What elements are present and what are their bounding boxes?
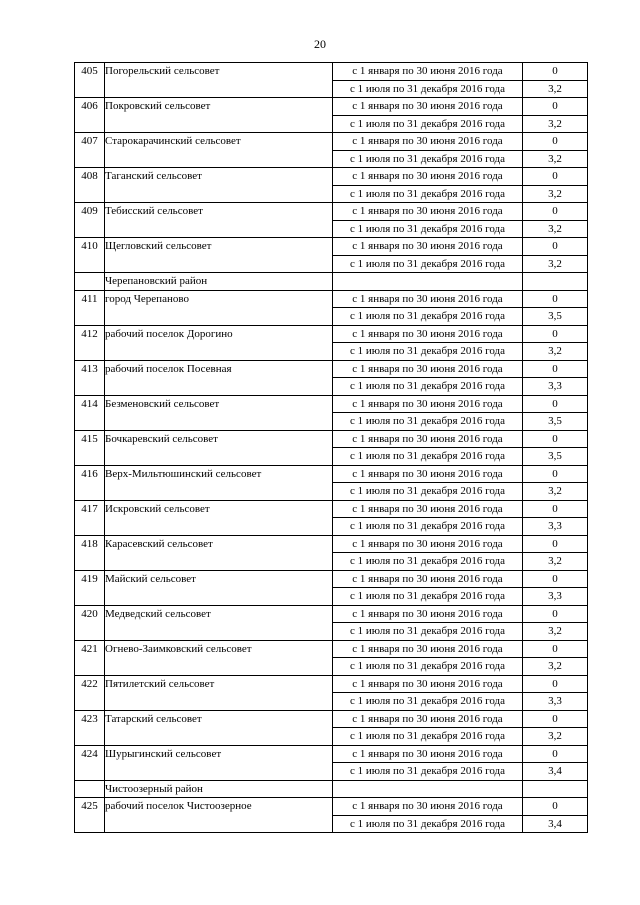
table-row [75, 63, 588, 81]
row-number: 424 [75, 745, 105, 780]
settlement-name: рабочий поселок Дорогино [105, 325, 333, 360]
period-second-half: с 1 июля по 31 декабря 2016 года [333, 553, 523, 571]
table-row [75, 570, 588, 588]
period-first-half: с 1 января по 30 июня 2016 года [333, 465, 523, 483]
period-first-half: с 1 января по 30 июня 2016 года [333, 430, 523, 448]
period-first-half: с 1 января по 30 июня 2016 года [333, 238, 523, 256]
period-second-half: с 1 июля по 31 декабря 2016 года [333, 220, 523, 238]
period-second-half: с 1 июля по 31 декабря 2016 года [333, 763, 523, 781]
rate-first-half: 0 [523, 465, 588, 483]
row-number: 411 [75, 290, 105, 325]
rate-second-half: 3,2 [523, 623, 588, 641]
district-header-row [75, 273, 588, 291]
rates-table [74, 62, 588, 833]
row-number: 421 [75, 640, 105, 675]
rate-second-half: 3,2 [523, 658, 588, 676]
row-number: 423 [75, 710, 105, 745]
table-row [75, 465, 588, 483]
rate-second-half: 3,2 [523, 343, 588, 361]
row-number: 418 [75, 535, 105, 570]
empty-period-cell [333, 273, 523, 291]
settlement-name: Карасевский сельсовет [105, 535, 333, 570]
district-name: Чистоозерный район [105, 780, 333, 798]
table-row [75, 675, 588, 693]
table-row [75, 395, 588, 413]
table-row [75, 535, 588, 553]
period-first-half: с 1 января по 30 июня 2016 года [333, 710, 523, 728]
settlement-name: Щегловский сельсовет [105, 238, 333, 273]
rate-first-half: 0 [523, 710, 588, 728]
row-number: 417 [75, 500, 105, 535]
period-second-half: с 1 июля по 31 декабря 2016 года [333, 518, 523, 536]
row-number: 415 [75, 430, 105, 465]
row-number: 406 [75, 98, 105, 133]
table-row [75, 325, 588, 343]
rate-first-half: 0 [523, 500, 588, 518]
settlement-name: Тебисский сельсовет [105, 203, 333, 238]
rate-second-half: 3,3 [523, 518, 588, 536]
table-row [75, 745, 588, 763]
settlement-name: Верх-Мильтюшинский сельсовет [105, 465, 333, 500]
rate-first-half: 0 [523, 325, 588, 343]
table-row [75, 798, 588, 816]
row-number: 410 [75, 238, 105, 273]
table-row [75, 203, 588, 221]
period-first-half: с 1 января по 30 июня 2016 года [333, 98, 523, 116]
rate-second-half: 3,2 [523, 80, 588, 98]
empty-period-cell [333, 780, 523, 798]
rate-second-half: 3,2 [523, 115, 588, 133]
rate-first-half: 0 [523, 675, 588, 693]
period-first-half: с 1 января по 30 июня 2016 года [333, 133, 523, 151]
district-name: Черепановский район [105, 273, 333, 291]
empty-num-cell [75, 780, 105, 798]
rate-first-half: 0 [523, 745, 588, 763]
row-number: 414 [75, 395, 105, 430]
settlement-name: Пятилетский сельсовет [105, 675, 333, 710]
row-number: 419 [75, 570, 105, 605]
period-first-half: с 1 января по 30 июня 2016 года [333, 570, 523, 588]
rate-first-half: 0 [523, 605, 588, 623]
rate-second-half: 3,5 [523, 413, 588, 431]
rate-second-half: 3,4 [523, 815, 588, 833]
empty-rate-cell [523, 273, 588, 291]
period-first-half: с 1 января по 30 июня 2016 года [333, 605, 523, 623]
rate-first-half: 0 [523, 98, 588, 116]
settlement-name: город Черепаново [105, 290, 333, 325]
row-number: 405 [75, 63, 105, 98]
period-second-half: с 1 июля по 31 декабря 2016 года [333, 378, 523, 396]
period-first-half: с 1 января по 30 июня 2016 года [333, 325, 523, 343]
empty-num-cell [75, 273, 105, 291]
period-second-half: с 1 июля по 31 декабря 2016 года [333, 413, 523, 431]
settlement-name: Покровский сельсовет [105, 98, 333, 133]
period-second-half: с 1 июля по 31 декабря 2016 года [333, 448, 523, 466]
settlement-name: Огнево-Заимковский сельсовет [105, 640, 333, 675]
rate-second-half: 3,5 [523, 448, 588, 466]
rate-first-half: 0 [523, 640, 588, 658]
table-row [75, 710, 588, 728]
table-row [75, 290, 588, 308]
row-number: 409 [75, 203, 105, 238]
period-second-half: с 1 июля по 31 декабря 2016 года [333, 588, 523, 606]
period-first-half: с 1 января по 30 июня 2016 года [333, 535, 523, 553]
rate-first-half: 0 [523, 535, 588, 553]
row-number: 413 [75, 360, 105, 395]
settlement-name: рабочий поселок Посевная [105, 360, 333, 395]
period-second-half: с 1 июля по 31 декабря 2016 года [333, 728, 523, 746]
rate-first-half: 0 [523, 63, 588, 81]
rate-first-half: 0 [523, 168, 588, 186]
rate-second-half: 3,2 [523, 483, 588, 501]
rate-first-half: 0 [523, 133, 588, 151]
rate-first-half: 0 [523, 238, 588, 256]
rate-second-half: 3,2 [523, 150, 588, 168]
settlement-name: Медведский сельсовет [105, 605, 333, 640]
period-second-half: с 1 июля по 31 декабря 2016 года [333, 150, 523, 168]
rate-first-half: 0 [523, 395, 588, 413]
period-first-half: с 1 января по 30 июня 2016 года [333, 290, 523, 308]
settlement-name: Майский сельсовет [105, 570, 333, 605]
settlement-name: Татарский сельсовет [105, 710, 333, 745]
period-first-half: с 1 января по 30 июня 2016 года [333, 500, 523, 518]
rate-second-half: 3,4 [523, 763, 588, 781]
rate-first-half: 0 [523, 430, 588, 448]
rate-first-half: 0 [523, 570, 588, 588]
rate-second-half: 3,2 [523, 553, 588, 571]
table-row [75, 430, 588, 448]
rate-second-half: 3,2 [523, 255, 588, 273]
settlement-name: Шурыгинский сельсовет [105, 745, 333, 780]
table-row [75, 500, 588, 518]
table-row [75, 360, 588, 378]
period-second-half: с 1 июля по 31 декабря 2016 года [333, 255, 523, 273]
table-row [75, 605, 588, 623]
empty-rate-cell [523, 780, 588, 798]
period-second-half: с 1 июля по 31 декабря 2016 года [333, 80, 523, 98]
period-first-half: с 1 января по 30 июня 2016 года [333, 203, 523, 221]
settlement-name: Бочкаревский сельсовет [105, 430, 333, 465]
period-second-half: с 1 июля по 31 декабря 2016 года [333, 658, 523, 676]
row-number: 412 [75, 325, 105, 360]
rate-first-half: 0 [523, 290, 588, 308]
rate-second-half: 3,2 [523, 728, 588, 746]
district-header-row [75, 780, 588, 798]
rate-second-half: 3,3 [523, 693, 588, 711]
row-number: 416 [75, 465, 105, 500]
rate-second-half: 3,2 [523, 185, 588, 203]
period-first-half: с 1 января по 30 июня 2016 года [333, 675, 523, 693]
table-row [75, 168, 588, 186]
row-number: 420 [75, 605, 105, 640]
period-first-half: с 1 января по 30 июня 2016 года [333, 168, 523, 186]
table-row [75, 238, 588, 256]
settlement-name: Таганский сельсовет [105, 168, 333, 203]
period-second-half: с 1 июля по 31 декабря 2016 года [333, 343, 523, 361]
period-second-half: с 1 июля по 31 декабря 2016 года [333, 623, 523, 641]
settlement-name: Безменовский сельсовет [105, 395, 333, 430]
settlement-name: Погорельский сельсовет [105, 63, 333, 98]
row-number: 407 [75, 133, 105, 168]
rate-second-half: 3,2 [523, 220, 588, 238]
settlement-name: Старокарачинский сельсовет [105, 133, 333, 168]
period-second-half: с 1 июля по 31 декабря 2016 года [333, 115, 523, 133]
row-number: 422 [75, 675, 105, 710]
period-second-half: с 1 июля по 31 декабря 2016 года [333, 693, 523, 711]
row-number: 425 [75, 798, 105, 833]
period-first-half: с 1 января по 30 июня 2016 года [333, 745, 523, 763]
rate-second-half: 3,3 [523, 378, 588, 396]
period-second-half: с 1 июля по 31 декабря 2016 года [333, 308, 523, 326]
rate-first-half: 0 [523, 203, 588, 221]
period-first-half: с 1 января по 30 июня 2016 года [333, 63, 523, 81]
period-first-half: с 1 января по 30 июня 2016 года [333, 395, 523, 413]
period-second-half: с 1 июля по 31 декабря 2016 года [333, 185, 523, 203]
row-number: 408 [75, 168, 105, 203]
period-second-half: с 1 июля по 31 декабря 2016 года [333, 815, 523, 833]
rate-second-half: 3,5 [523, 308, 588, 326]
rate-second-half: 3,3 [523, 588, 588, 606]
settlement-name: рабочий поселок Чистоозерное [105, 798, 333, 833]
rate-first-half: 0 [523, 360, 588, 378]
settlement-name: Искровский сельсовет [105, 500, 333, 535]
period-first-half: с 1 января по 30 июня 2016 года [333, 360, 523, 378]
table-row [75, 640, 588, 658]
period-first-half: с 1 января по 30 июня 2016 года [333, 640, 523, 658]
period-second-half: с 1 июля по 31 декабря 2016 года [333, 483, 523, 501]
rate-first-half: 0 [523, 798, 588, 816]
period-first-half: с 1 января по 30 июня 2016 года [333, 798, 523, 816]
rates-table-body [75, 63, 588, 833]
page-number: 20 [314, 37, 326, 51]
table-row [75, 133, 588, 151]
table-row [75, 98, 588, 116]
